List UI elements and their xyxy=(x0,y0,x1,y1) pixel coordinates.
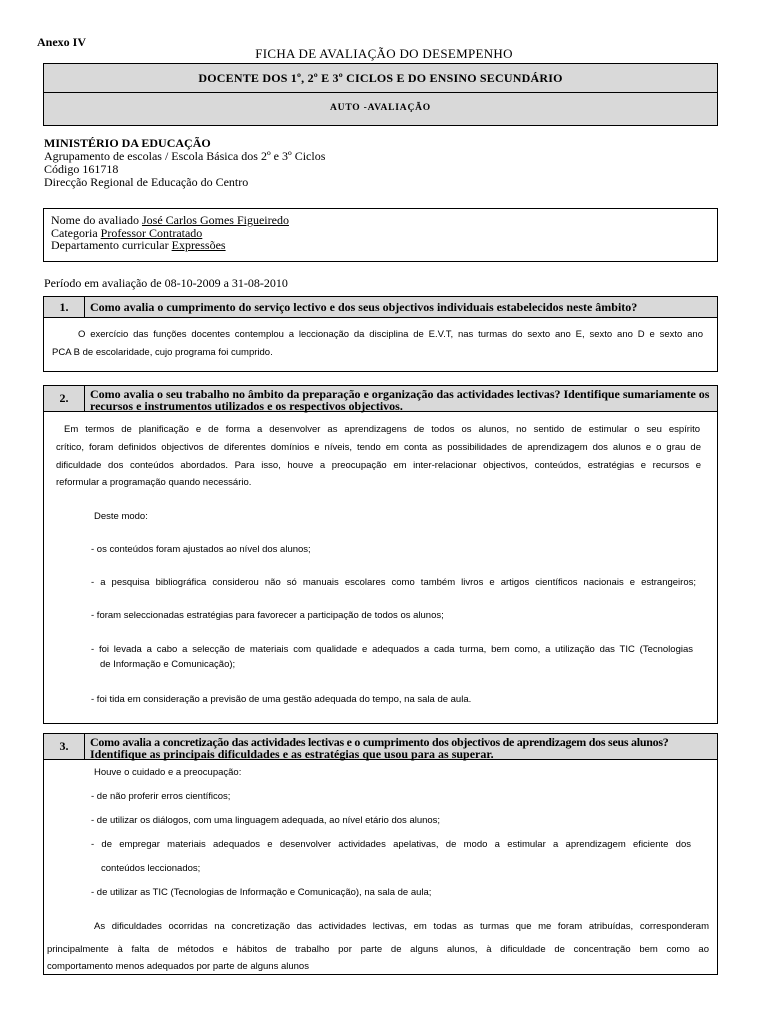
q3-para-line2: principalmente à falta de métodos e hábitos de trabalho por parte de alguns alunos, à dificuldade de concentração bem como ao xyxy=(47,944,709,955)
header-line2: AUTO -AVALIAÇÃO xyxy=(330,103,431,113)
school-name: Agrupamento de escolas / Escola Básica dos 2º e 3º Ciclos xyxy=(44,149,326,163)
q2-bullet4-line1: - foi levada a cabo a selecção de materiais com qualidade e adequados a cada turma, bem como, a utilização das TIC (Tecnologias xyxy=(91,644,693,655)
annex-label: Anexo IV xyxy=(37,35,87,49)
q2-question-line2: recursos e instrumentos utilizados e os respectivos objectivos. xyxy=(90,399,403,413)
header-box-top xyxy=(43,63,718,93)
q3-question-line2: Identifique as principais dificuldades e as estratégias que usou para as superar. xyxy=(90,747,494,761)
q3-para-line3: comportamento menos adequados por parte de alguns alunos xyxy=(47,961,309,972)
category-value: Professor Contratado xyxy=(100,225,203,240)
identity-box xyxy=(43,208,718,262)
ministry-name: MINISTÉRIO DA EDUCAÇÃO xyxy=(44,136,211,150)
department-value: Expressões xyxy=(171,238,226,252)
identity-department-row xyxy=(51,239,289,252)
q3-bullet4: - de utilizar as TIC (Tecnologias de Informação e Comunicação), na sala de aula; xyxy=(91,887,432,898)
q1-question: Como avalia o cumprimento do serviço lectivo e dos seus objectivos individuais estabelecidos neste âmbito? xyxy=(90,300,638,314)
q3-answer-box xyxy=(43,759,718,975)
name-label: Nome do avaliado xyxy=(51,213,142,227)
department-label: Departamento curricular xyxy=(51,238,172,252)
page-title: FICHA DE AVALIAÇÃO DO DESEMPENHO xyxy=(255,46,513,61)
q1-header xyxy=(43,296,718,318)
q2-para-line1: Em termos de planificação e de forma a desenvolver as aprendizagens de todos os alunos, no sentido de estimular o seu espírito xyxy=(64,424,700,435)
q3-question-line1: Como avalia a concretização das actividades lectivas e o cumprimento dos objectivos de aprendizagem dos seus alunos? xyxy=(90,735,669,749)
q3-bullet1: - de não proferir erros científicos; xyxy=(91,791,231,802)
q3-bullet3-line1: - de empregar materiais adequados e desenvolver actividades apelativas, de modo a estimular a aprendizagem eficiente dos xyxy=(91,839,691,850)
q1-answer-line2: PCA B de escolaridade, cujo programa foi cumprido. xyxy=(52,347,273,358)
q2-bullet4-line2: de Informação e Comunicação); xyxy=(100,659,236,670)
q2-question xyxy=(90,388,711,412)
ministry-block xyxy=(44,137,325,189)
name-value: José Carlos Gomes Figueiredo xyxy=(141,213,289,227)
q3-question xyxy=(90,736,711,760)
q3-number: 3. xyxy=(44,734,85,759)
q2-para-line2: crítico, foram definidos objectivos de diferentes domínios e níveis, tendo em conta as possibilidades de aprendizagem dos alunos e o grau de xyxy=(56,442,701,453)
q3-para-line1: As dificuldades ocorridas na concretização das actividades lectivas, em todas as turmas que me foram atribuídas, corresponderam xyxy=(94,921,709,932)
regional-direction: Direcção Regional de Educação do Centro xyxy=(44,175,249,189)
header-box-bottom xyxy=(43,92,718,126)
identity-lines xyxy=(51,214,289,252)
q1-answer-line1: O exercício das funções docentes contemplou a leccionação da disciplina de E.V.T, nas turmas do sexto ano E, sexto ano D e sexto ano xyxy=(78,329,703,340)
q1-answer-box xyxy=(43,317,718,372)
q1-number: 1. xyxy=(44,297,85,317)
q2-bullet2: - a pesquisa bibliográfica considerou não só manuais escolares como também livros e artigos científicos nacionais e estrangeiros; xyxy=(91,577,696,588)
q3-intro: Houve o cuidado e a preocupação: xyxy=(94,767,242,778)
q3-bullet3-line2: conteúdos leccionados; xyxy=(101,863,201,874)
q3-bullet2: - de utilizar os diálogos, com uma linguagem adequada, ao nível etário dos alunos; xyxy=(91,815,441,826)
q2-answer-box xyxy=(43,411,718,724)
q2-header xyxy=(43,385,718,412)
q2-para-line3: dificuldade dos conteúdos abordados. Para isso, houve a preocupação em inter-relacionar objectivos, conteúdos, estratégias e recursos e xyxy=(56,460,701,471)
header-line1: DOCENTE DOS 1º, 2º E 3º CICLOS E DO ENSINO SECUNDÁRIO xyxy=(198,71,563,85)
q2-bullet1: - os conteúdos foram ajustados ao nível dos alunos; xyxy=(91,544,311,555)
q3-header xyxy=(43,733,718,760)
category-label: Categoria xyxy=(51,225,101,240)
q2-para-line4: reformular a programação quando necessário. xyxy=(56,477,252,488)
q2-question-line1: Como avalia o seu trabalho no âmbito da preparação e organização das actividades lectivas? Identifique sumariamente os xyxy=(90,387,710,401)
q2-bullet3: - foram seleccionadas estratégias para favorecer a participação de todos os alunos; xyxy=(91,610,444,621)
school-code: Código 161718 xyxy=(44,162,119,176)
q2-number: 2. xyxy=(44,386,85,411)
evaluation-period: Período em avaliação de 08-10-2009 a 31-08-2010 xyxy=(44,276,288,290)
q2-intro: Deste modo: xyxy=(94,511,148,522)
q2-bullet5: - foi tida em consideração a previsão de uma gestão adequada do tempo, na sala de aula. xyxy=(91,694,472,705)
